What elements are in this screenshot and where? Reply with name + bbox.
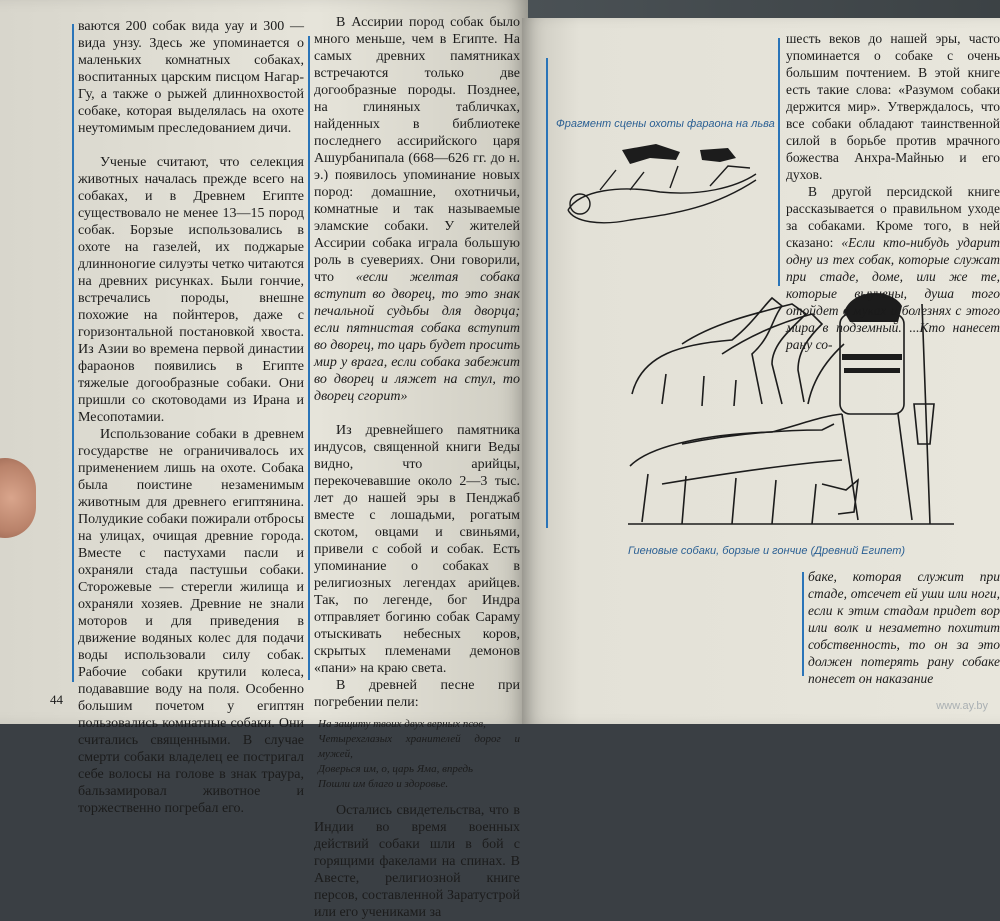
paragraph: Использование собаки в древнем государстве не ограничивалось их применением лишь на охоте. Собака была поистине незаменимым животным для древнего египтянина. Полудикие собаки пожирали отбросы на улицах, очищая древние города. Вместе с пастухами пасли и охраняли стада пастушьи собаки. Сторожевые — стерегли жилища и охраняли хозяев. Древние не знали моторов и для приведения в движение водяных колес для подачи воды использовали силу собак. Рабочие собаки крутили колеса, подававшие воду на поля. Особенно большим почетом у египтян пользовались комнатные собаки. Они считались священными. В случае смерти собаки владелец ее постригал себе волосы на голове в знак траура, бальзамировал животное и торжественно погребал его. — [78, 427, 304, 816]
paragraph: шесть веков до нашей эры, часто упоминается о собаке с очень большим почтением. В этой книге есть такие слова: «Разумом собаки держится мир». Утверждалось, что все собаки обладают таинственной силой в борьбе против мрачного божества Анхра-Майнью и его духов. — [786, 31, 1000, 182]
column-rule-right-text — [778, 38, 780, 286]
column-rule-middle — [308, 36, 310, 680]
column-rule-right-top — [546, 58, 548, 528]
quote: «Если кто-нибудь ударит одну из тех собак, которые служат при стаде, доме, или же те, которые выучены, душа того отойдет в муках и болезнях с этого мира в подземный. ...Кто нанесет рану со- — [786, 235, 1000, 352]
illustration-caption-top: Фрагмент сцены охоты фараона на льва — [556, 118, 775, 130]
poem-line: Доверься им, о, царь Яма, впредь — [318, 763, 474, 775]
quote-continuation: баке, которая служит при стаде, отсечет ей уши или ноги, если к этим стадам придет вор или волк и незаметно похитит собственность, то он за это должен потерять рану собаке понесет он наказание — [808, 569, 1000, 686]
paragraph-text: В другой персидской книге рассказывается о правильном уходе за собаками. Кроме того, в ней сказано: — [786, 184, 1000, 250]
paragraph: ваются 200 собак вида уау и 300 — вида унзу. Здесь же упоминается о маленьких комнатных собаках, воспитанных царским писцом Нагар-Гу, а также о рыжей длиннохвостой собаке, которая выделялась на охоте неутомимым преследованием дичи. — [78, 19, 304, 136]
paragraph — [314, 14, 520, 405]
left-column-a — [78, 18, 304, 817]
column-rule-right-bottom — [802, 572, 804, 676]
left-column-b — [314, 14, 520, 921]
watermark: www.ay.by — [936, 700, 988, 712]
page-number: 44 — [50, 692, 63, 707]
paragraph: В древней песне при погребении пели: — [314, 678, 520, 710]
column-rule-left — [72, 24, 74, 682]
poem-line: На защиту твоих двух верных псов, — [318, 718, 486, 730]
paragraph-text: В Ассирии пород собак было много меньше, чем в Египте. На самых древних памятниках встречаются только две догообразные породы. Позднее, на глиняных табличках, найденных в библиотеке последнего ассирийского царя Ашурбанипала (668—626 гг. до н. э.) появилось упоминание новых пород: домашние, охотничьи, комнатные и так называемые эламские собаки. У жителей Ассирии собака играла большую роль в суевериях. Они говорили, что — [314, 15, 520, 285]
quote: «если желтая собака вступит во дворец, то это знак печальной судьбы для дворца; если пятнистая собака вступит во дворец, то царь будет просить мир у врага, если собака забежит во дворец и ляжет на стул, то дворец сгорит» — [314, 270, 520, 404]
lion-hunt-illustration — [560, 130, 770, 230]
poem-line: Пошли им благо и здоровье. — [318, 778, 449, 790]
right-column-top — [786, 30, 1000, 353]
poem-line: Четырехглазых хранителей дорог и мужей, — [318, 733, 520, 760]
illustration-caption-bottom: Гиеновые собаки, борзые и гончие (Древний Египет) — [628, 545, 906, 557]
paragraph — [786, 183, 1000, 353]
right-column-bottom — [808, 568, 1000, 687]
paragraph: Ученые считают, что селекция животных началась прежде всего на собаках, и в Древнем Египте существовало не менее 13—15 пород собак. Борзые использовались в охоте на газелей, их поджарые длинноногие силуэты четко читаются на древних рисунках. Были гончие, встречались породы, внешне похожие на пойнтеров, даже с горизонтальной постановкой хвоста. Из Азии во времена первой династии фараонов появились в Египте тяжелые догообразные собаки. Они пришли со скотоводами из Ирана и Месопотамии. — [78, 155, 304, 425]
paragraph: Остались свидетельства, что в Индии во время военных действий собаки шли в бой с горящими факелами на спинах. В Авесте, религиозной книге персов, составленной Заратустрой или его учениками за — [314, 803, 520, 920]
paragraph: Из древнейшего памятника индусов, священной книги Веды видно, что арийцы, перекочевавшие около 2—3 тыс. лет до нашей эры в Пенджаб вместе с лошадьми, рогатым скотом, овцами и свиньями, привели с собой и собак. Есть упоминание о собаках в религиозных легендах арийцев. Так, по легенде, бог Индра отправляет богиню собак Сараму отыскивать небесных коров, скрытых племенами демонов «пани» на краю света. — [314, 423, 520, 676]
poem — [318, 717, 520, 792]
